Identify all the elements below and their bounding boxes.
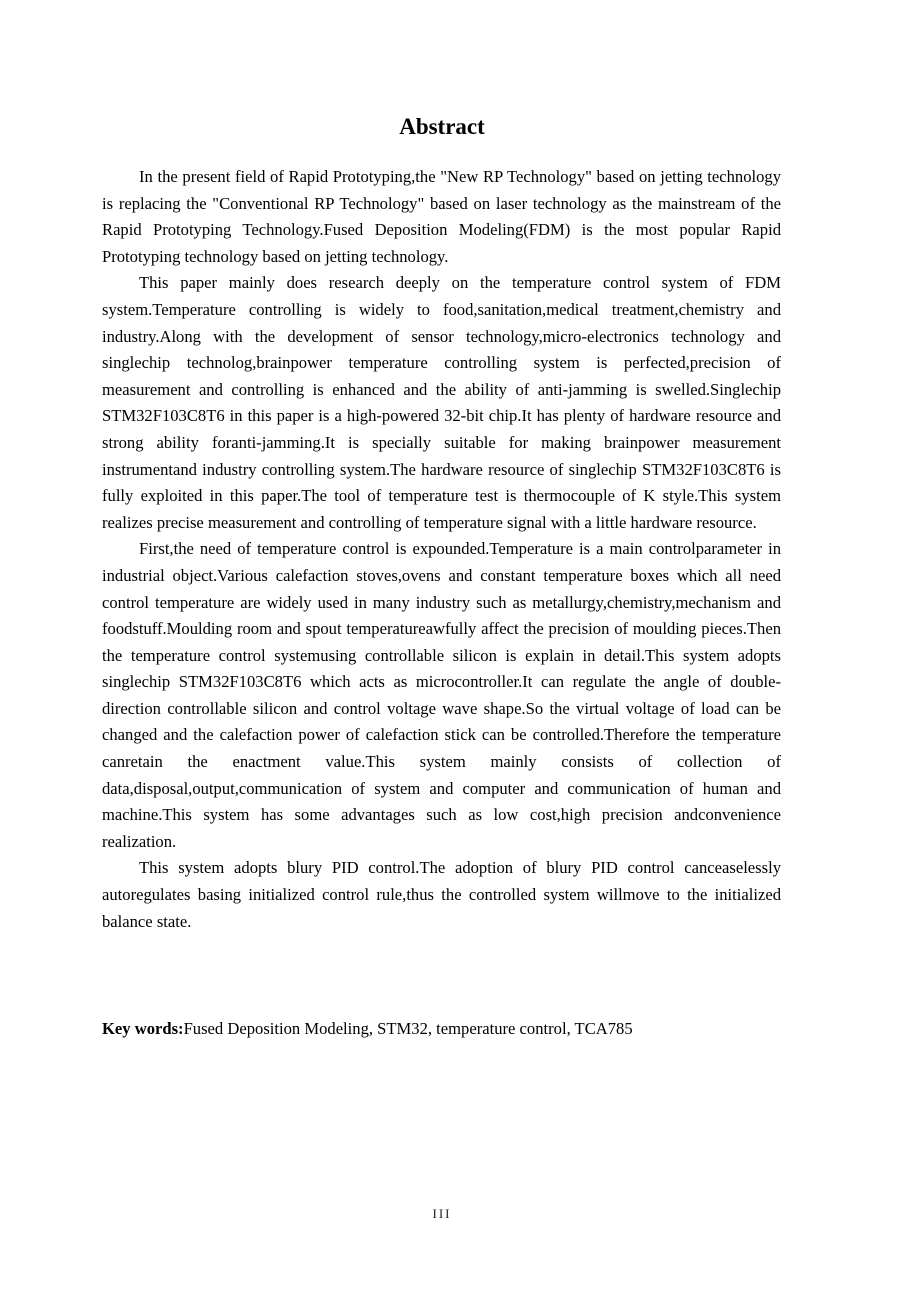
- abstract-paragraph-2: This paper mainly does research deeply on the temperature control system of FDM system.Temperature controlling is widely to food,sanitation,medical treatment,chemistry and industry.Along with the development of sensor technology,micro-electronics technology and singlechip technolog,brainpower temperature controlling system is perfected,precision of measurement and controlling is enhanced and the ability of anti-jamming is swelled.Singlechip STM32F103C8T6 in this paper is a high-powered 32-bit chip.It has plenty of hardware resource and strong ability foranti-jamming.It is specially suitable for making brainpower measurement instrumentand industry controlling system.The hardware resource of singlechip STM32F103C8T6 is fully exploited in this paper.The tool of temperature test is thermocouple of K style.This system realizes precise measurement and controlling of temperature signal with a little hardware resource.: [102, 273, 781, 532]
- keywords-text: Fused Deposition Modeling, STM32, temperature control, TCA785: [183, 1019, 633, 1038]
- abstract-body: [102, 164, 781, 935]
- abstract-title: Abstract: [399, 114, 485, 139]
- abstract-paragraph-1: In the present field of Rapid Prototyping,the "New RP Technology" based on jetting technology is replacing the "Conventional RP Technology" based on laser technology as the mainstream of the Rapid Prototyping Technology.Fused Deposition Modeling(FDM) is the most popular Rapid Prototyping technology based on jetting technology.: [102, 167, 781, 266]
- keywords-line: [102, 1016, 781, 1042]
- abstract-paragraph-4: This system adopts blury PID control.The adoption of blury PID control canceaselessly autoregulates basing initialized control rule,thus the controlled system willmove to the initialized balance state.: [102, 858, 781, 931]
- keywords-label: Key words:: [102, 1019, 184, 1038]
- page-number: III: [432, 1206, 452, 1221]
- abstract-paragraph-3: First,the need of temperature control is expounded.Temperature is a main controlparameter in industrial object.Various calefaction stoves,ovens and constant temperature boxes which all need control temperature are widely used in many industry such as metallurgy,chemistry,mechanism and foodstuff.Moulding room and spout temperatureawfully affect the precision of moulding pieces.Then the temperature control systemusing controllable silicon is explain in detail.This system adopts singlechip STM32F103C8T6 which acts as microcontroller.It can regulate the angle of double-direction controllable silicon and control voltage wave shape.So the virtual voltage of load can be changed and the calefaction power of calefaction stick can be controlled.Therefore the temperature canretain the enactment value.This system mainly consists of collection of data,disposal,output,communication of system and computer and communication of human and machine.This system has some advantages such as low cost,high precision andconvenience realization.: [102, 539, 781, 851]
